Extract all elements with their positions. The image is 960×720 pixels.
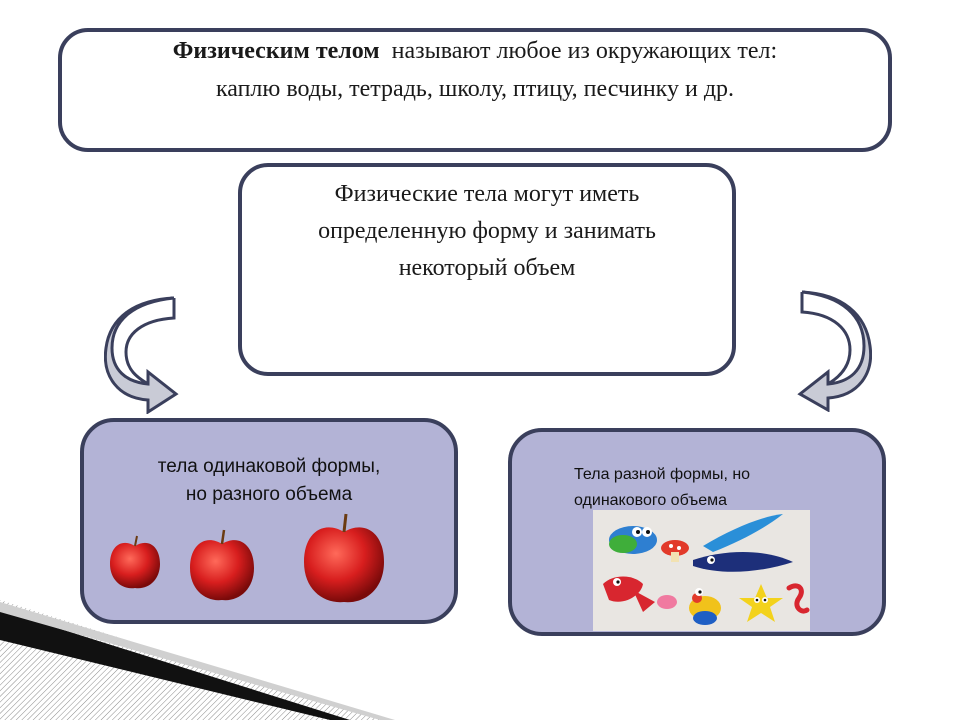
same-shape-line-2: но разного объема (185, 484, 353, 505)
plasticine-toys-image (593, 510, 810, 631)
definition-box (58, 28, 892, 152)
central-statement-box (238, 163, 736, 376)
different-shape-line-2: одинакового объема (574, 492, 728, 509)
definition-line-2: каплю воды, тетрадь, школу, птицу, песчинку и др. (215, 76, 735, 102)
definition-line-1 (62, 38, 888, 65)
same-shape-card (80, 418, 458, 624)
definition-term: Физическим телом (172, 38, 380, 64)
same-shape-line-1: тела одинаковой формы, (157, 456, 381, 477)
apple-large-image (302, 512, 386, 606)
apple-medium-image (188, 528, 256, 604)
central-line-1: Физические тела могут иметь (334, 181, 640, 207)
curved-arrow-down-right-icon (104, 296, 180, 414)
central-line-2: определенную форму и занимать (318, 218, 656, 244)
apple-small-image (108, 534, 162, 592)
definition-rest: называют любое из окружающих тел: (391, 38, 778, 64)
central-line-3: некоторый объем (398, 255, 576, 281)
curved-arrow-down-left-icon (796, 290, 872, 412)
different-shape-line-1: Тела разной формы, но (574, 466, 751, 483)
